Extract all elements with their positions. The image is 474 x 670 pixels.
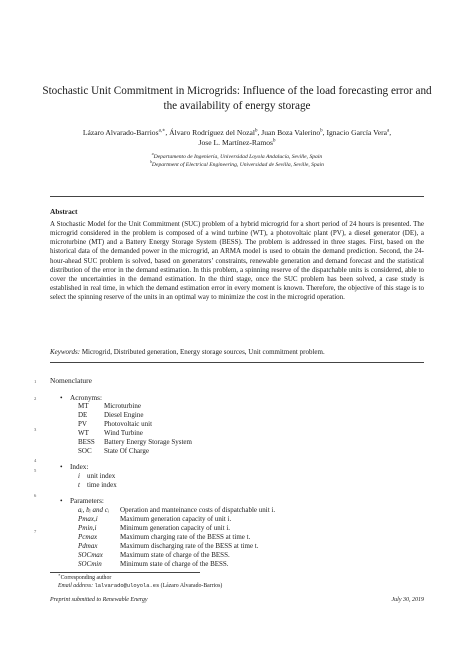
parameter-value: Minimum state of charge of the BESS. bbox=[120, 560, 229, 568]
parameter-value: Maximum state of charge of the BESS. bbox=[120, 551, 230, 559]
line-number: 3 bbox=[34, 427, 37, 432]
acronym-value: State Of Charge bbox=[104, 447, 149, 455]
index-row bbox=[78, 472, 116, 481]
acronym-row bbox=[78, 429, 143, 438]
author-affiliation-mark: a,∗ bbox=[158, 128, 166, 134]
abstract-top-rule bbox=[50, 196, 424, 197]
author-affiliation-mark: b bbox=[254, 128, 258, 134]
index-heading-row bbox=[60, 463, 88, 471]
author-name: Jose L. Martínez-Ramos bbox=[198, 138, 273, 147]
abstract-text: A Stochastic Model for the Unit Commitment (SUC) problem of a hybrid microgrid for a short period of 24 hours is presented. The microgrid considered in the problem is composed of a wind turbine (WT), a photovoltaic plant (PV), a diesel generator (DE), a microturbine (MT) and a Battery Energy Storage System (BESS). The problem is addressed in three stages. First, based on the historical data of the demanded power in the microgrid, an ARMA model is used to obtain the demand prediction. Second, the 24-hour-ahead SUC problem is solved, based on generators’ constraints, renewable generation and demand forecast and the statistical distribution of the error in the demand estimation. In this problem, a spinning reserve of the dispatchable units is considered, able to cover the uncertainties in the demand estimation. In the third stage, once the SUC problem has been solved, a case study is established in real time, in which the demand estimation error in every moment is known. Therefore, the objective of this stage is to select the spinning reserve of the units in an optimal way to minimize the cost in the microgrid operation. bbox=[50, 220, 424, 302]
line-number: 2 bbox=[34, 396, 37, 401]
parameter-value: Maximum charging rate of the BESS at time t. bbox=[120, 533, 251, 541]
index-value: time index bbox=[87, 481, 117, 489]
acronym-key: PV bbox=[78, 420, 87, 428]
keywords-label: Keywords: bbox=[50, 348, 81, 356]
index-key: i bbox=[78, 472, 80, 480]
parameter-row bbox=[78, 542, 259, 551]
email-owner: (Lázaro Alvarado-Barrios) bbox=[160, 582, 223, 589]
author-separator: , bbox=[389, 128, 392, 137]
acronym-row bbox=[78, 447, 149, 456]
affiliation-b: Department of Electrical Engineering, Universidad de Sevilla, Seville, Spain bbox=[151, 161, 324, 168]
footnote-rule bbox=[50, 572, 200, 573]
index-key: t bbox=[78, 481, 80, 489]
author-affiliation-mark: b bbox=[272, 138, 276, 144]
acronym-key: MT bbox=[78, 402, 89, 410]
parameter-row bbox=[78, 524, 231, 533]
acronym-value: Diesel Engine bbox=[104, 411, 144, 419]
footnote bbox=[58, 575, 222, 590]
author-name: , Ignacio García Vera bbox=[322, 128, 388, 137]
line-number: 6 bbox=[34, 493, 37, 498]
bullet-icon: • bbox=[60, 394, 63, 402]
keywords-text: Microgrid, Distributed generation, Energy storage sources, Unit commitment problem. bbox=[81, 348, 325, 356]
parameter-row bbox=[78, 533, 251, 542]
abstract-bottom-rule bbox=[50, 362, 424, 363]
acronym-value: Battery Energy Storage System bbox=[104, 438, 192, 446]
abstract-heading: Abstract bbox=[50, 207, 78, 216]
preprint-note: Preprint submitted to Renewable Energy bbox=[50, 597, 148, 603]
index-value: unit index bbox=[87, 472, 116, 480]
parameter-key: Pmax,i bbox=[78, 515, 98, 523]
author-list bbox=[30, 128, 444, 148]
parameter-value: Maximum generation capacity of unit i. bbox=[120, 515, 232, 523]
bullet-icon: • bbox=[60, 497, 63, 505]
preprint-date: July 30, 2019 bbox=[391, 597, 424, 603]
parameters-heading: Parameters: bbox=[70, 497, 104, 505]
parameter-row bbox=[78, 515, 232, 524]
parameter-row bbox=[78, 551, 230, 560]
acronyms-heading-row bbox=[60, 394, 102, 402]
parameter-row bbox=[78, 506, 276, 515]
affiliation-mark: a bbox=[151, 152, 154, 157]
acronym-row bbox=[78, 411, 144, 420]
line-number: 4 bbox=[34, 458, 37, 463]
acronyms-heading: Acronyms: bbox=[70, 394, 102, 402]
line-number: 7 bbox=[34, 529, 37, 534]
parameter-key: SOCmin bbox=[78, 560, 102, 568]
parameter-key: Pmin,i bbox=[78, 524, 97, 532]
affiliations bbox=[30, 154, 444, 169]
line-number: 5 bbox=[34, 468, 37, 473]
acronym-key: SOC bbox=[78, 447, 92, 455]
acronym-value: Photovoltaic unit bbox=[104, 420, 153, 428]
index-heading: Index: bbox=[70, 463, 89, 471]
parameter-key: Pdmax bbox=[78, 542, 98, 550]
author-affiliation-mark: b bbox=[320, 128, 323, 134]
acronym-value: Microturbine bbox=[104, 402, 141, 410]
affiliation-a: Departamento de Ingeniería, Universidad Loyola Andalucía, Seville, Spain bbox=[153, 154, 323, 160]
author-name: , Álvaro Rodríguez del Nozal bbox=[165, 128, 255, 137]
keywords bbox=[50, 348, 424, 357]
footnote-mark: ∗ bbox=[58, 573, 61, 578]
acronym-row bbox=[78, 420, 153, 429]
acronym-value: Wind Turbine bbox=[104, 429, 143, 437]
parameter-value: Operation and manteinance costs of dispatchable unit i. bbox=[120, 506, 276, 514]
nomenclature-heading: Nomenclature bbox=[50, 376, 92, 385]
email-address[interactable]: lalvarado@uloyola.es bbox=[94, 582, 160, 589]
affiliation-mark: b bbox=[150, 159, 152, 164]
email-label: Email address: bbox=[58, 582, 94, 589]
author-affiliation-mark: a bbox=[387, 128, 390, 134]
acronym-row bbox=[78, 438, 192, 447]
author-name: , Juan Boza Valerino bbox=[257, 128, 321, 137]
bullet-icon: • bbox=[60, 463, 63, 471]
acronym-key: WT bbox=[78, 429, 89, 437]
index-row bbox=[78, 481, 117, 490]
line-number: 1 bbox=[34, 379, 37, 384]
author-name: Lázaro Alvarado-Barrios bbox=[82, 128, 159, 137]
parameter-value: Minimum generation capacity of unit i. bbox=[120, 524, 231, 532]
acronym-key: BESS bbox=[78, 438, 95, 446]
acronym-row bbox=[78, 402, 141, 411]
paper-title: Stochastic Unit Commitment in Microgrids: Influence of the load forecasting error and the availability of energy storage bbox=[42, 85, 432, 112]
footnote-label: Corresponding author bbox=[60, 575, 112, 581]
parameter-key: aᵢ, bᵢ and cᵢ bbox=[78, 506, 109, 514]
parameter-row bbox=[78, 560, 229, 569]
parameters-heading-row bbox=[60, 497, 104, 505]
acronym-key: DE bbox=[78, 411, 88, 419]
parameter-value: Maximum discharging rate of the BESS at time t. bbox=[120, 542, 259, 550]
parameter-key: Pcmax bbox=[78, 533, 98, 541]
parameter-key: SOCmax bbox=[78, 551, 103, 559]
